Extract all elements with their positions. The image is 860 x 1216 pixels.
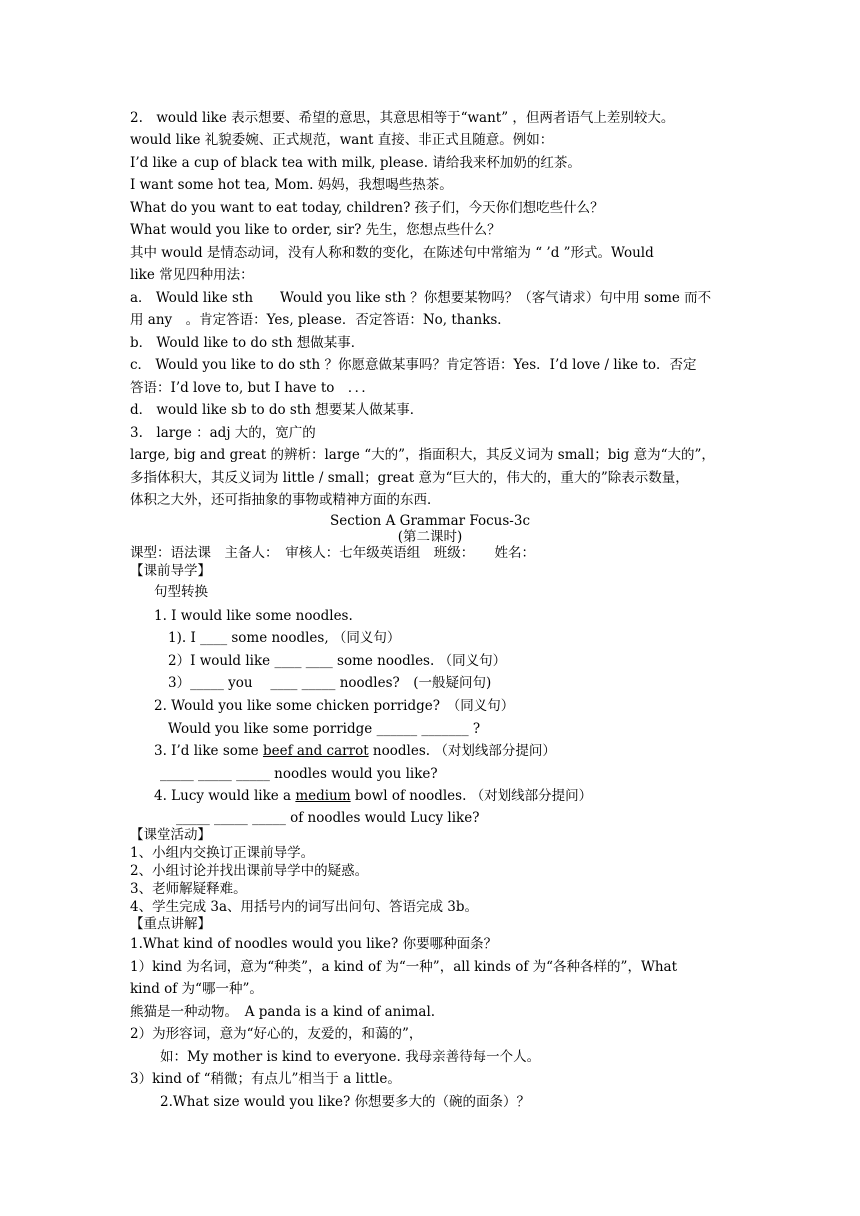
text-line: a． Would like sth Would you like sth ？你想要某物吗？（客气请求）句中用 some 而不 xyxy=(130,290,712,306)
activity-item: 4、学生完成 3a、用括号内的词写出问句、答语完成 3b。 xyxy=(130,899,479,915)
exercise-item: 2）I would like ____ ____ some noodles. （同义句） xyxy=(168,653,507,669)
activity-item: 3、老师解疑释难。 xyxy=(130,881,247,897)
exercise-question: 1. I would like some noodles. xyxy=(154,608,353,624)
underlined-phrase: medium xyxy=(295,788,351,804)
text-line: 用 any 。肯定答语：Yes, please．否定答语：No, thanks． xyxy=(130,312,511,328)
section-heading-activity: 【课堂活动】 xyxy=(130,827,211,843)
text-line: like 常见四种用法： xyxy=(130,267,254,283)
activity-item: 1、小组内交换订正课前导学。 xyxy=(130,845,315,861)
focus-line: 2）为形容词，意为“好心的，友爱的，和蔼的”， xyxy=(130,1026,423,1042)
text-line: 多指体积大，其反义词为 little / small；great 意为“巨大的，伟大的，重大的”除表示数量， xyxy=(130,470,689,486)
focus-line: 1.What kind of noodles would you like? 你要哪种面条？ xyxy=(130,936,498,952)
exercise-item: Would you like some porridge ______ _______ ? xyxy=(168,721,481,737)
exercise-item: 1). I ____ some noodles, （同义句） xyxy=(168,630,401,646)
text-line: What would you like to order, sir? 先生，您想点些什么？ xyxy=(130,222,501,238)
section-heading-focus: 【重点讲解】 xyxy=(130,916,211,932)
text-line: 体积之大外，还可指抽象的事物或精神方面的东西． xyxy=(130,492,441,508)
text-line: b． Would like to do sth 想做某事． xyxy=(130,335,365,351)
text-line: c． Would you like to do sth ？你愿意做某事吗？肯定答语：Yes．I’d love / like to．否定 xyxy=(130,357,697,373)
focus-line: 1）kind 为名词，意为“种类”，a kind of 为“一种”，all kinds of 为“各种各样的”，What xyxy=(130,959,677,975)
focus-line: 如：My mother is kind to everyone. 我母亲善待每一个人。 xyxy=(160,1049,541,1065)
question-text: 3. I’d like some xyxy=(154,743,263,759)
underlined-phrase: beef and carrot xyxy=(262,743,369,759)
text-line: I’d like a cup of black tea with milk, please. 请给我来杯加奶的红茶。 xyxy=(130,155,581,171)
text-line: large, big and great 的辨析：large “大的”，指面积大，其反义词为 small；big 意为“大的”， xyxy=(130,447,715,463)
text-line: I want some hot tea, Mom. 妈妈，我想喝些热茶。 xyxy=(130,177,453,193)
exercise-question xyxy=(154,786,592,806)
question-text: bowl of noodles. （对划线部分提问） xyxy=(350,788,593,804)
text-line: would like 礼貌委婉、正式规范，want 直接、非正式且随意。例如： xyxy=(130,132,554,148)
lesson-info: 课型：语法课 主备人： 审核人：七年级英语组 班级： 姓名： xyxy=(130,545,535,561)
text-line: What do you want to eat today, children? 孩子们，今天你们想吃些什么？ xyxy=(130,200,604,216)
text-line: 答语：I’d love to, but I have to ．．． xyxy=(130,380,375,396)
text-line: 其中 would 是情态动词，没有人称和数的变化，在陈述句中常缩为 “ ’d ”形式。Would xyxy=(130,245,654,261)
exercise-question xyxy=(154,741,556,761)
exercise-item: _____ _____ _____ of noodles would Lucy like? xyxy=(176,810,480,826)
exercise-item: 3）_____ you ____ _____ noodles? (一般疑问句) xyxy=(168,675,492,691)
question-text: noodles. （对划线部分提问） xyxy=(368,743,556,759)
question-text: 4. Lucy would like a xyxy=(154,788,296,804)
exercise-question: 2. Would you like some chicken porridge? （同义句） xyxy=(154,698,515,714)
preview-subheading: 句型转换 xyxy=(154,584,208,600)
section-heading-preview: 【课前导学】 xyxy=(130,563,211,579)
focus-line: 熊猫是一种动物。 A panda is a kind of animal. xyxy=(130,1004,436,1020)
lesson-title: Section A Grammar Focus-3c xyxy=(329,513,531,529)
text-line: 3. large ：adj 大的，宽广的 xyxy=(130,425,316,441)
focus-line: 2.What size would you like? 你想要多大的（碗的面条）？ xyxy=(160,1094,531,1110)
focus-line: 3）kind of “稍微；有点儿”相当于 a little。 xyxy=(130,1071,401,1087)
lesson-subtitle: (第二课时) xyxy=(397,529,463,545)
text-line: 2. would like 表示想要、希望的意思，其意思相等于“want” ，但两者语气上差别较大。 xyxy=(130,110,675,126)
exercise-item: _____ _____ _____ noodles would you like? xyxy=(160,766,438,782)
focus-line: kind of 为“哪一种”。 xyxy=(130,981,263,997)
activity-item: 2、小组讨论并找出课前导学中的疑惑。 xyxy=(130,863,369,879)
text-line: d． would like sb to do sth 想要某人做某事． xyxy=(130,402,424,418)
